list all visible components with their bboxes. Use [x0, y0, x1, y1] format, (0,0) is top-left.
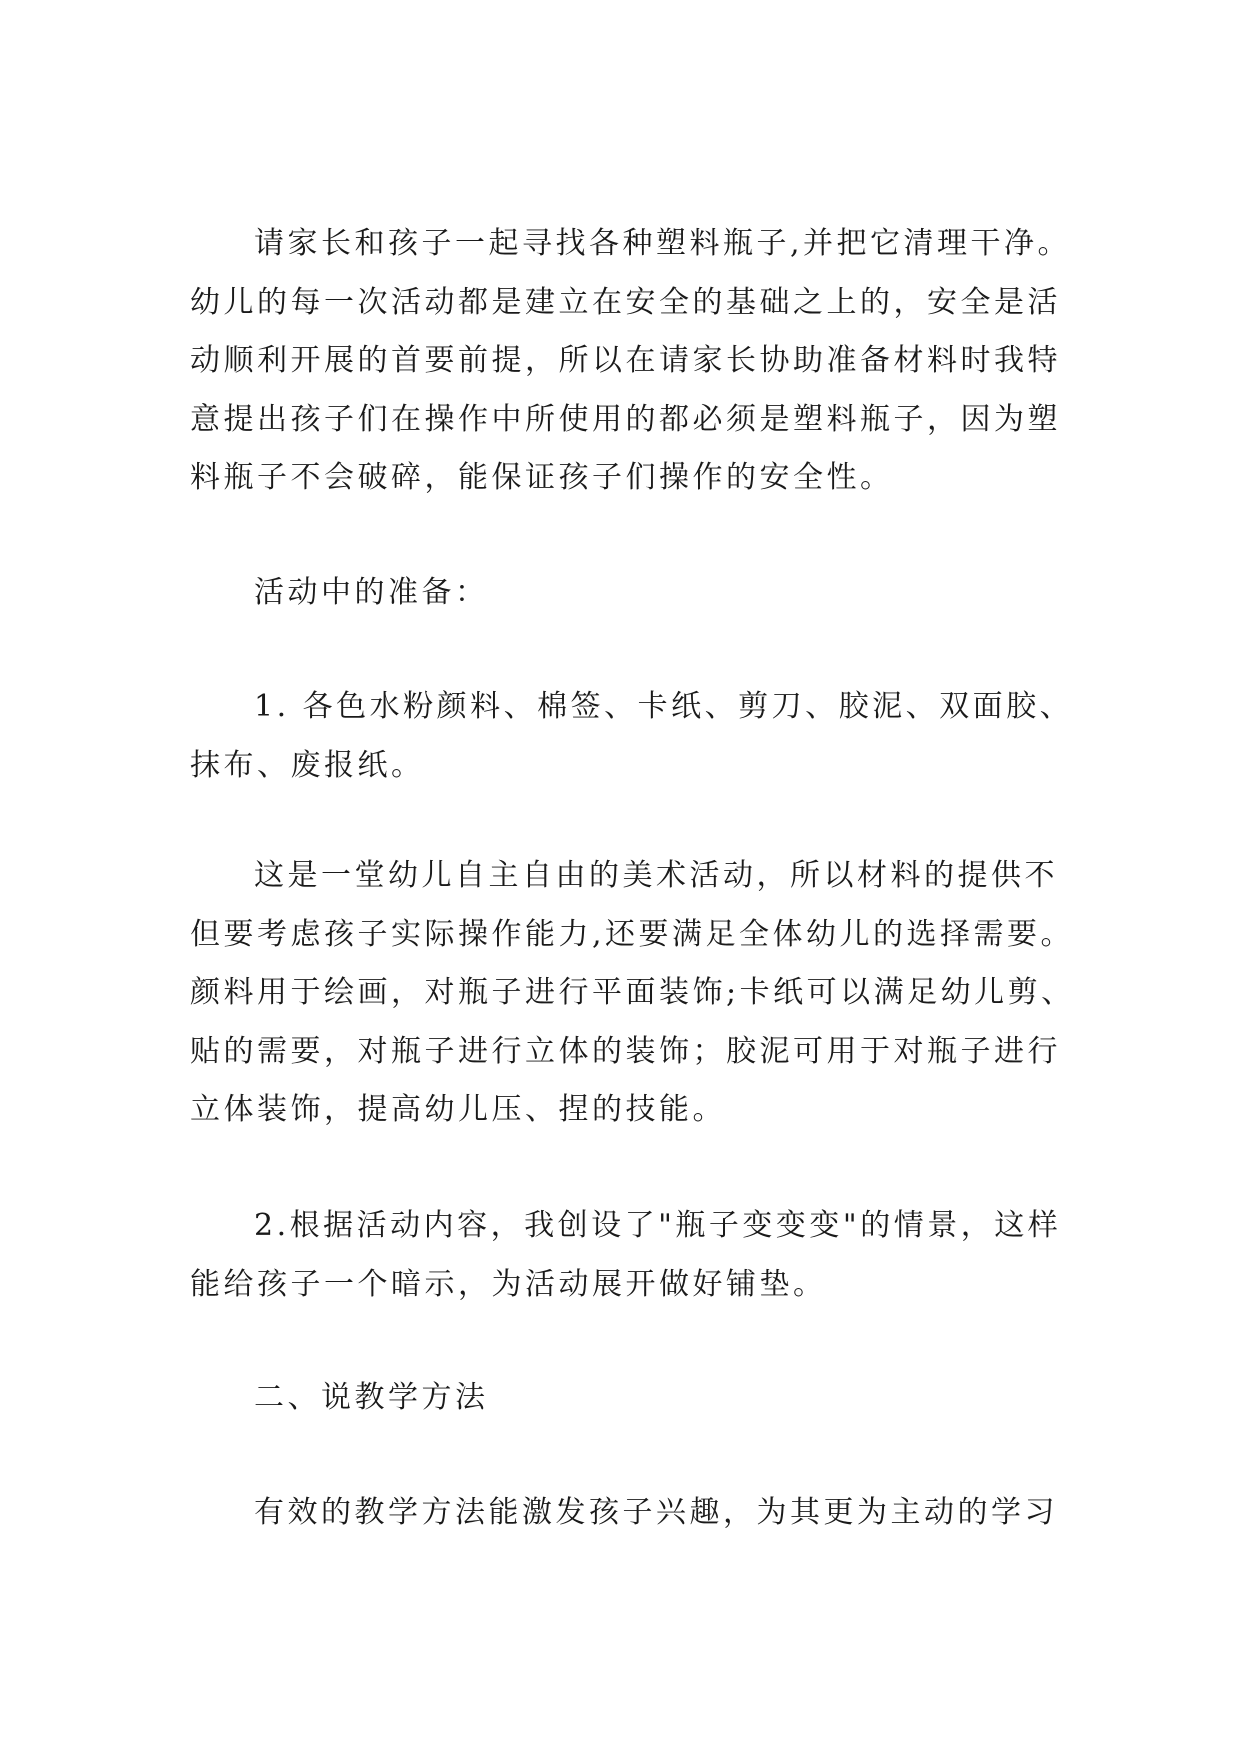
text-line: 幼儿的每一次活动都是建立在安全的基础之上的，安全是活 — [190, 284, 1061, 320]
text-line: 活动中的准备： — [254, 575, 489, 610]
paragraph-activity-preparation-heading — [190, 564, 1070, 623]
text-line: 颜料用于绘画，对瓶子进行平面装饰;卡纸可以满足幼儿剪、 — [190, 975, 1075, 1010]
text-line: 料瓶子不会破碎，能保证孩子们操作的安全性。 — [190, 460, 894, 495]
paragraph-teaching-methods-intro — [190, 1484, 1070, 1543]
text-line: 但要考虑孩子实际操作能力,还要满足全体幼儿的选择需要。 — [190, 916, 1075, 952]
text-line: 有效的教学方法能激发孩子兴趣，为其更为主动的学习 — [254, 1495, 1058, 1530]
text-line: 能给孩子一个暗示，为活动展开做好铺垫。 — [190, 1266, 827, 1302]
text-line: 贴的需要，对瓶子进行立体的装饰；胶泥可用于对瓶子进行 — [190, 1033, 1061, 1069]
text-line: 请家长和孩子一起寻找各种塑料瓶子,并把它清理干净。 — [254, 226, 1072, 261]
text-line: 立体装饰，提高幼儿压、捏的技能。 — [190, 1092, 726, 1127]
paragraph-materials-explanation — [190, 847, 1075, 1140]
text-line: 1. 各色水粉颜料、棉签、卡纸、剪刀、胶泥、双面胶、 — [254, 689, 1074, 724]
text-line: 意提出孩子们在操作中所使用的都必须是塑料瓶子，因为塑 — [190, 401, 1061, 437]
text-line: 2.根据活动内容，我创设了"瓶子变变变"的情景，这样 — [254, 1208, 1062, 1243]
text-line: 二、说教学方法 — [254, 1380, 489, 1415]
text-line: 动顺利开展的首要前提，所以在请家长协助准备材料时我特 — [190, 343, 1061, 378]
section-heading-teaching-methods — [190, 1369, 1070, 1428]
text-line: 抹布、废报纸。 — [190, 747, 425, 783]
paragraph-list-item-1 — [190, 678, 1074, 795]
text-line: 这是一堂幼儿自主自由的美术活动，所以材料的提供不 — [254, 858, 1058, 893]
paragraph-material-preparation — [190, 215, 1070, 508]
paragraph-list-item-2 — [190, 1197, 1070, 1314]
